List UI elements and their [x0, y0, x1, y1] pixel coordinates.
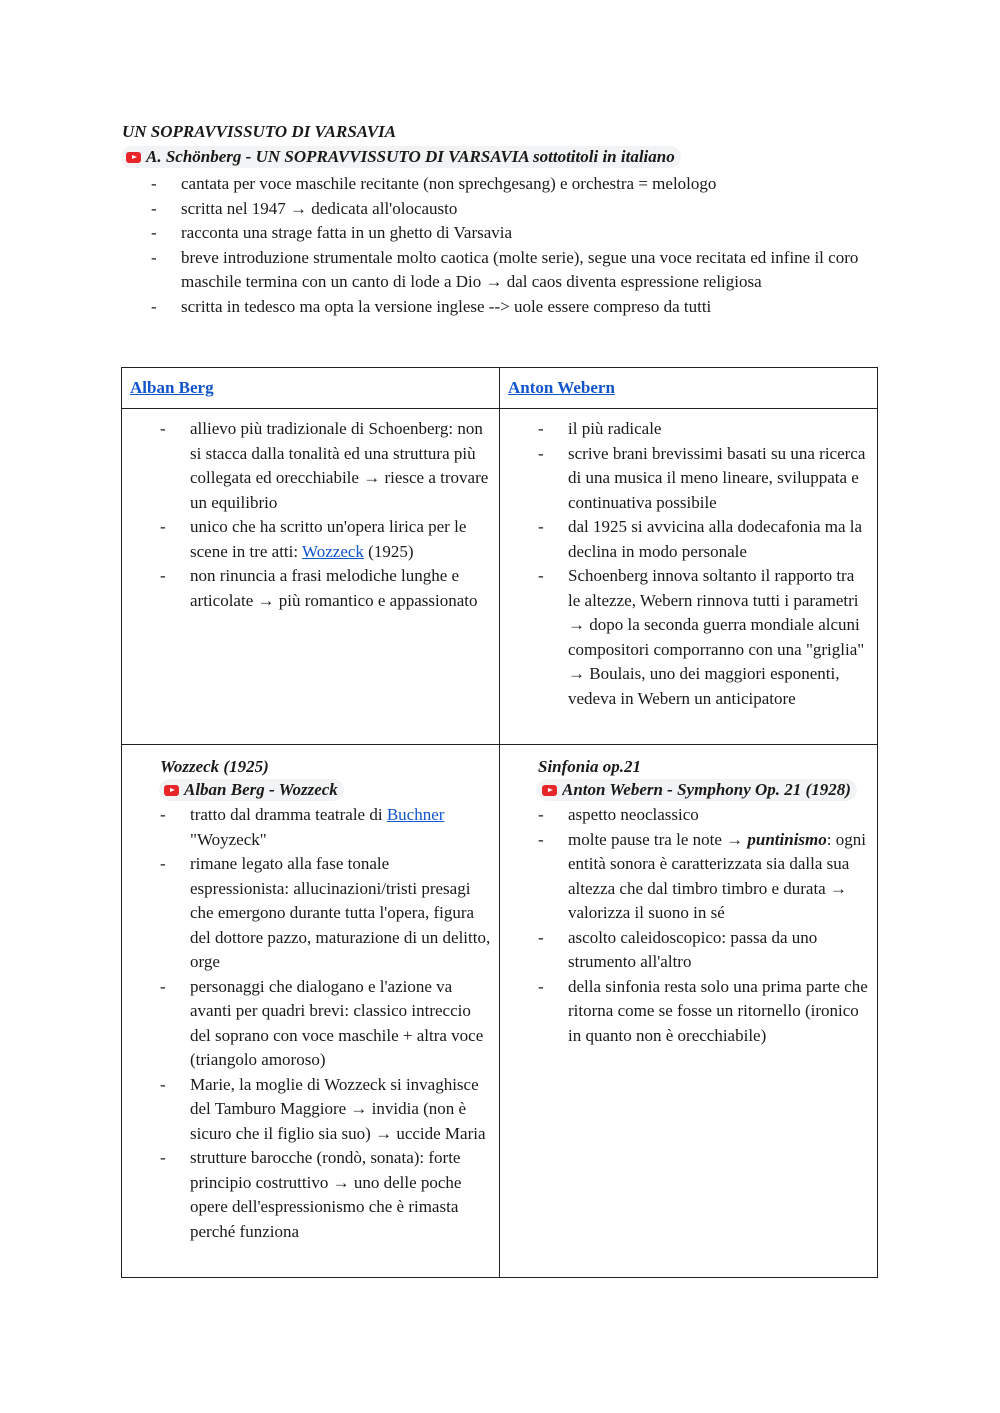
list-item: - Schoenberg innova soltanto il rapporto tra le altezze, Webern rinnova tutti i parametri → dopo la seconda guerra mondiale alcuni compositori comporranno con una "griglia" → Boulais, uno dei maggiori esponenti, vedeva in Webern un anticipatore: [508, 564, 870, 711]
youtube-icon: [542, 785, 557, 796]
list-item: - aspetto neoclassico: [508, 803, 872, 828]
list-item: - cantata per voce maschile recitante (non sprechgesang) e orchestra = melologo: [122, 172, 882, 197]
list-item: - scritta in tedesco ma opta la versione inglese --> uole essere compreso da tutti: [122, 295, 882, 320]
table-divider-header: [122, 408, 877, 409]
list-text: molte pause tra le note →: [568, 829, 748, 849]
list-item: - ascolto caleidoscopico: passa da uno strumento all'altro: [508, 926, 872, 975]
wozzeck-heading: Wozzeck (1925): [160, 757, 269, 776]
list-item: - non rinuncia a frasi melodiche lunghe e articolate → più romantico e appassionato: [130, 564, 494, 613]
youtube-icon: [164, 785, 179, 796]
list-item: - strutture barocche (rondò, sonata): forte principio costruttivo → uno delle poche opere dell'espressionismo che è rimasta perché funziona: [130, 1146, 492, 1244]
list-item: - personaggi che dialogano e l'azione va avanti per quadri brevi: classico intreccio del soprano con voce maschile + altra voce (triangolo amoroso): [130, 975, 492, 1073]
list-item: - rimane legato alla fase tonale espressionista: allucinazioni/tristi presagi che emergono durante tutta l'opera, figura del dottore pazzo, maturazione di un delitto, orge: [130, 852, 492, 975]
link-wozzeck[interactable]: Wozzeck: [302, 541, 364, 561]
list-item: [130, 803, 492, 852]
list-item: - della sinfonia resta solo una prima parte che ritorna come se fosse un ritornello (ironico in quanto non è orecchiabile): [508, 975, 872, 1049]
berg-list: [130, 417, 494, 613]
cell-berg-overview: [130, 417, 494, 613]
list-text: tratto dal dramma teatrale di: [190, 805, 387, 824]
link-alban-berg[interactable]: Alban Berg: [130, 378, 214, 397]
header-cell-webern: [508, 376, 868, 400]
comparison-table: [121, 367, 878, 1278]
cell-wozzeck: [130, 754, 492, 1244]
table-divider-row: [122, 744, 877, 745]
list-text: : ogni entità sonora è caratterizzata sia dalla sua altezza che dal timbro timbro e durata → valorizza il suono in sé: [568, 829, 866, 922]
video-chip-schoenberg[interactable]: [121, 146, 681, 168]
video-chip-webern-symphony[interactable]: [537, 779, 857, 801]
video-chip-label: Alban Berg - Wozzeck: [184, 780, 338, 799]
link-anton-webern[interactable]: Anton Webern: [508, 378, 615, 397]
list-item: - Marie, la moglie di Wozzeck si invaghisce del Tamburo Maggiore → invidia (non è sicuro che il figlio sia suo) → uccide Maria: [130, 1073, 492, 1147]
list-item: - il più radicale: [508, 417, 870, 442]
youtube-icon: [126, 152, 141, 163]
video-chip-label: A. Schönberg - UN SOPRAVVISSUTO DI VARSAVIA sottotitoli in italiano: [146, 147, 675, 166]
sinfonia-list: [508, 803, 872, 1048]
wozzeck-list: [130, 803, 492, 1244]
webern-list: [508, 417, 870, 711]
video-chip-berg-wozzeck[interactable]: [159, 779, 344, 801]
table-divider-vertical: [499, 368, 500, 1277]
intro-list: [122, 172, 882, 319]
link-buchner[interactable]: Buchner: [386, 805, 445, 824]
sinfonia-heading: Sinfonia op.21: [538, 757, 641, 776]
list-item: - allievo più tradizionale di Schoenberg: non si stacca dalla tonalità ed una struttura più collegata ed orecchiabile → riesce a trovare un equilibrio: [130, 417, 494, 515]
cell-webern-overview: [508, 417, 870, 711]
cell-sinfonia: [508, 754, 872, 1048]
list-text: (1925): [363, 541, 414, 561]
list-item: - racconta una strage fatta in un ghetto di Varsavia: [122, 221, 882, 246]
list-text: unico che ha scritto un'opera lirica per le scene in tre atti:: [190, 517, 467, 561]
list-item: - dal 1925 si avvicina alla dodecafonia ma la declina in modo personale: [508, 515, 870, 564]
header-cell-berg: [130, 376, 490, 400]
puntinismo-term: puntinismo: [747, 829, 827, 849]
video-chip-label: Anton Webern - Symphony Op. 21 (1928): [562, 780, 851, 799]
list-item: [508, 828, 872, 926]
list-item: - scritta nel 1947 → dedicata all'olocausto: [122, 197, 882, 222]
list-item: [130, 515, 494, 564]
page-title: UN SOPRAVVISSUTO DI VARSAVIA: [122, 122, 397, 141]
list-item: - scrive brani brevissimi basati su una ricerca di una musica il meno lineare, sviluppata e continuativa possibile: [508, 442, 870, 516]
list-item: - breve introduzione strumentale molto caotica (molte serie), segue una voce recitata ed infine il coro maschile termina con un canto di lode a Dio → dal caos diventa espressione religiosa: [122, 246, 882, 295]
list-text: "Woyzeck": [190, 829, 267, 849]
